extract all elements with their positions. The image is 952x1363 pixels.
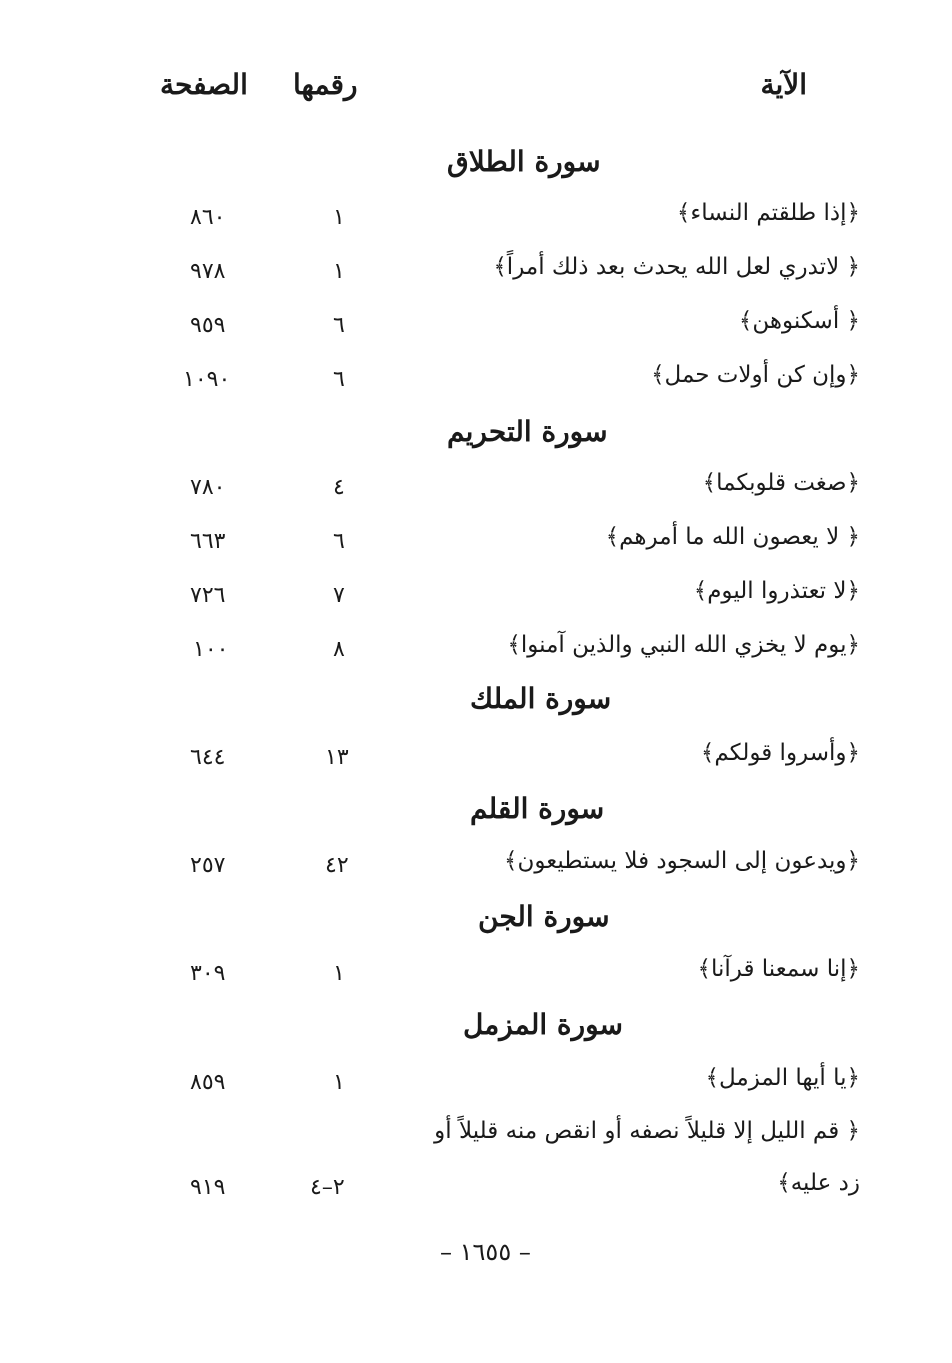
header-number: رقمها (293, 68, 358, 101)
verse-number: ٤ (333, 475, 345, 500)
verse-text: ﴿وإن كن أولات حمل﴾ (651, 362, 860, 388)
surah-title: سورة الجن (478, 900, 610, 933)
verse-text: ﴿صغت قلوبكما﴾ (702, 470, 860, 496)
surah-title: سورة المزمل (463, 1008, 624, 1041)
header-aya: الآية (760, 68, 807, 101)
page-number: ٧٢٦ (190, 583, 226, 608)
page-number: ١٠٠ (193, 637, 229, 662)
surah-title: سورة الملك (470, 682, 612, 715)
verse-number: ٦ (333, 529, 345, 554)
page-number: ٧٨٠ (190, 475, 226, 500)
verse-number: ٦ (333, 367, 345, 392)
verse-number: ١٣ (325, 745, 349, 770)
surah-title: سورة الطلاق (447, 145, 601, 178)
verse-text: ﴿وأسروا قولكم﴾ (700, 740, 860, 766)
verse-number: ١ (333, 1070, 345, 1095)
page-number: ١٠٩٠ (183, 367, 231, 392)
verse-number: ٧ (333, 583, 345, 608)
page-number: ٩٧٨ (190, 259, 226, 284)
surah-title: سورة القلم (470, 792, 605, 825)
verse-number: ١ (333, 259, 345, 284)
verse-number: ٤٢ (325, 853, 349, 878)
verse-number: ٨ (333, 637, 345, 662)
verse-text: ﴿إذا طلقتم النساء﴾ (676, 200, 860, 226)
surah-title: سورة التحريم (447, 415, 608, 448)
verse-number: ١ (333, 961, 345, 986)
verse-text: ﴿يوم لا يخزي الله النبي والذين آمنوا﴾ (507, 632, 860, 658)
page-number: ٣٠٩ (190, 961, 226, 986)
verse-text: ﴿ويدعون إلى السجود فلا يستطيعون﴾ (504, 848, 860, 874)
verse-number: ١ (333, 205, 345, 230)
page-footer: – ١٦٥٥ – (440, 1238, 531, 1266)
page-number: ٩١٩ (190, 1175, 226, 1200)
page-number: ٨٦٠ (190, 205, 226, 230)
verse-text: ﴿ أسكنوهن﴾ (738, 308, 860, 334)
page-number: ٦٤٤ (190, 745, 226, 770)
verse-text: ﴿يا أيها المزمل﴾ (705, 1065, 860, 1091)
verse-text-continued: زد عليه﴾ (777, 1170, 860, 1196)
verse-text: ﴿إنا سمعنا قرآنا﴾ (697, 956, 860, 982)
verse-number: ٦ (333, 313, 345, 338)
verse-number: ٢–٤ (310, 1175, 345, 1200)
verse-text: ﴿ لاتدري لعل الله يحدث بعد ذلك أمراً﴾ (493, 254, 860, 280)
page-number: ٨٥٩ (190, 1070, 226, 1095)
verse-text: ﴿ قم الليل إلا قليلاً نصفه أو انقص منه قليلاً أو (434, 1118, 860, 1144)
verse-text: ﴿ لا يعصون الله ما أمرهم﴾ (605, 524, 860, 550)
page-number: ٩٥٩ (190, 313, 226, 338)
verse-text: ﴿لا تعتذروا اليوم﴾ (693, 578, 860, 604)
page-number: ٢٥٧ (190, 853, 226, 878)
page-number: ٦٦٣ (190, 529, 226, 554)
header-page: الصفحة (160, 68, 248, 101)
